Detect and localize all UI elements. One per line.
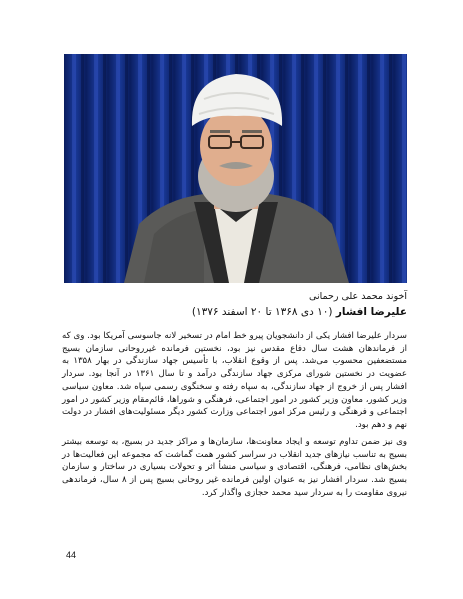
paragraph-1: سردار علیرضا افشار یکی از دانشجویان پیرو خط امام در تسخیر لانه جاسوسی آمریکا بود. وی که از فرماندهان هشت سال دفاع مقدس نیز بود، نخستین فرمانده غیرروحانی سازمان بسیج مستضعفین محسوب می‌شد. پس از وقوع انقلاب، با تأسیس جهاد سازندگی در بهار ۱۳۵۸ به عضویت در نخستین شورای مرکزی جهاد سازندگی درآمد و تا سال ۱۳۶۱ در آنجا بود. سردار افشار پس از خروج از جهاد سازندگی، به سپاه رفته و سخنگوی رسمی سپاه شد. معاون سیاسی وزیر کشور، معاون وزیر کشور در امور اجتماعی، فرهنگی و شوراها، قائم‌مقام وزیر کشور در امور اجتماعی و فرهنگی و رئیس مرکز امور اجتماعی وزارت کشور دیگر مسئولیت‌های افشار در دولت نهم و دهم بود.	[62, 331, 407, 430]
portrait-photo	[64, 54, 407, 283]
section-heading	[64, 304, 407, 320]
page-number: 44	[66, 550, 77, 560]
heading-dates: (۱۰ دی ۱۳۶۸ تا ۲۰ اسفند ۱۳۷۶)	[191, 306, 336, 318]
heading-name: علیرضا افشار	[335, 306, 407, 318]
paragraph-2: وی نیز ضمن تداوم توسعه و ایجاد معاونت‌ها، سازمان‌ها و مراکز جدید در بسیج، به توسعه بیشتر بسیج به تناسب نیازهای جدید انقلاب در سراسر کشور همت گماشت که مجموعه این فعالیت‌ها در بخش‌های نظامی، فرهنگی، اقتصادی و سیاسی منشأ اثر و تحولات بسیاری در ساختار و سازمان بسیج شد. سردار افشار نیز به عنوان اولین فرمانده غیر روحانی بسیج پس از ۸ سال، فرماندهی نیروی مقاومت را به سردار سید محمد حجازی واگذار کرد.	[62, 437, 407, 498]
photo-caption: آخوند محمد علی رحمانی	[309, 291, 407, 302]
